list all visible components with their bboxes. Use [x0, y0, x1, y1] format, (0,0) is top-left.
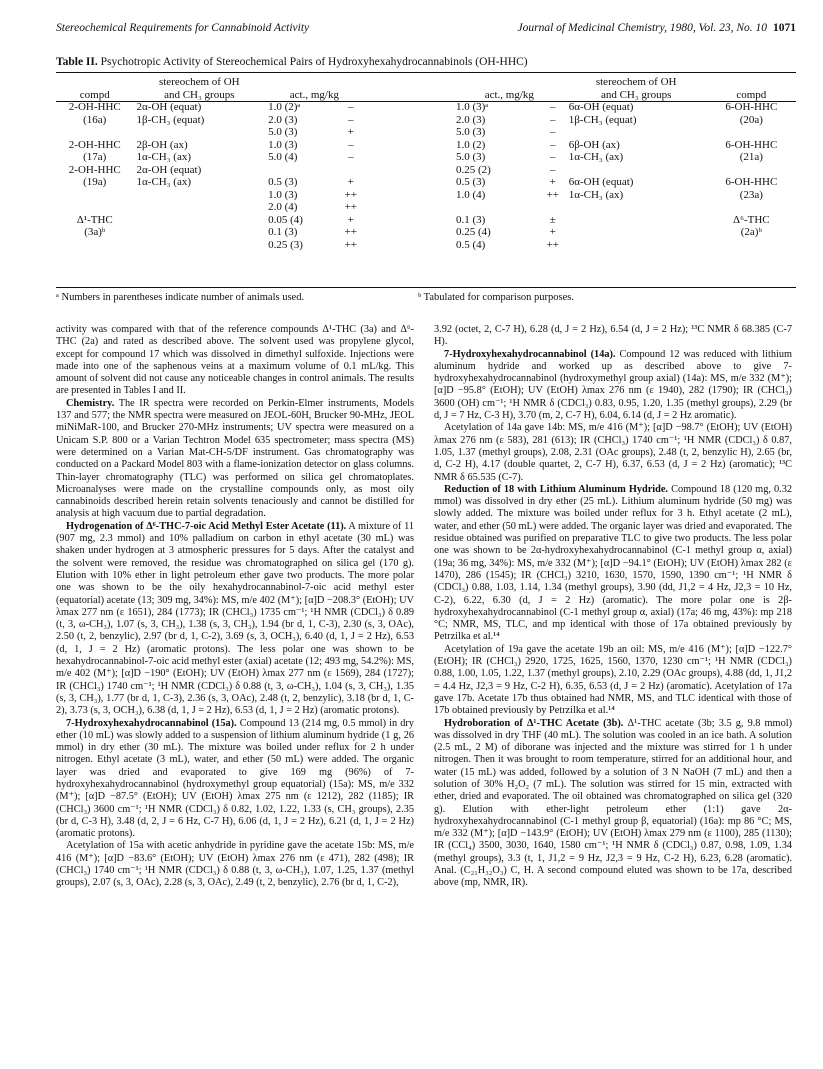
- stereochem-left: [134, 226, 266, 239]
- rating-left: +: [347, 213, 354, 226]
- compound-left: (16a): [83, 113, 107, 126]
- spacer: [364, 189, 453, 202]
- table-row: [56, 176, 796, 189]
- paragraph-text: activity was compared with that of the reference compounds Δ¹-THC (3a) and Δ⁶-THC (2a) and rated as described above. The solvent used was propylene glycol, except for compound 17 which was dissolved in dimethyl sulfoxide. Injections were made into one of the saphenous veins at a maximum volume of 0.1 mL/kg. This amount of solvent did not cause any noticeable changes in control animals. The results are presented in Tables I and II.: [56, 324, 414, 397]
- table-row: [56, 139, 796, 152]
- paragraph-text: A mixture of 11 (907 mg, 2.3 mmol) and 10% palladium on carbon in ethyl acetate (30 mL) was shaken under hydrogen at 3 atmospheric pressures for 5 days. After the catalyst and the solvent were removed, the residue was chromatographed on silica gel (170 g). Elution with 10% ether in light petroleum ether gave two products. The more polar one was shown to be the oily hexahydrocannabinol-7-oic acid methyl ester (equatorial) acetate (13; 309 mg, 34%): MS, m/e 402 (M⁺); [α]D −208.3° (EtOH); UV λmax 277 nm (ε 1651), 284 (1773); IR (CHCl₃) 1735 cm⁻¹; ¹H NMR (CDCl₃) δ 0.89 (t, 3, ω-CH₃), 1.07 (s, 3, CH₃), 1.38 (s, 3, CH₃), 1.94 (br d, 1, C-3), 2.30 (s, 3, OAc), 2.50 (t, 2, benzylic), 2.97 (br d, 1, C-2), 3.69 (s, 3, OCH₃), 6.40 (d, 1, J = 2 Hz), 6.53 (d, 1, J = 2 Hz) (aromatic protons). The less polar one was shown to be hexahydrocannabinol-7-oic acid methyl ester (axial) acetate (12; 493 mg, 54.2%): MS, m/e 402 (M⁺); [α]D −190° (EtOH); UV (EtOH) λmax 277 nm (ε 1569), 284 (1727); IR (CHCl₃) 1740 cm⁻¹; ¹H NMR (CDCl₃) δ 0.88 (t, 3, ω-CH₃), 1.04 (s, 3, CH₃), 1.35 (s, 3, CH₃), 1.77 (br d, 1, C-3), 2.36 (s, 3, OAc), 2.48 (t, 2, benzylic), 3.18 (br d, 1, C-2), 3.73 (s, 3, OCH₃), 6.38 (d, 1, J = 2 Hz), 6.53 (d, 1, J = 2 Hz) (aromatic protons).: [56, 520, 414, 717]
- right-text-column: [434, 324, 792, 890]
- spacer: [364, 139, 453, 152]
- compound-right: (20a): [739, 113, 763, 126]
- stereochem-right: [566, 214, 707, 227]
- table-row: [56, 151, 796, 164]
- compound-right: Δ⁶-THC: [733, 213, 770, 226]
- paragraph-heading: 7-Hydroxyhexahydrocannabinol (14a).: [444, 348, 616, 360]
- stereochem-right: [566, 239, 707, 252]
- rating-right: –: [550, 163, 556, 176]
- compound-left: [56, 239, 134, 252]
- running-title: Stereochemical Requirements for Cannabinoid Activity: [56, 22, 310, 34]
- compound-left: 2-OH-HHC: [68, 101, 121, 113]
- body-paragraph: [56, 324, 414, 398]
- dose-right: 5.0 (3): [455, 126, 486, 138]
- paragraph-heading: Chemistry.: [66, 397, 115, 409]
- rating-left: –: [348, 151, 354, 163]
- compound-left: Δ¹-THC: [76, 213, 113, 226]
- body-paragraph: [56, 718, 414, 841]
- stereochem-left: 2α-OH (equat): [136, 101, 202, 113]
- header-compd-left: compd: [79, 88, 110, 101]
- dose-left: 5.0 (4): [268, 151, 298, 163]
- rating-right: +: [549, 176, 556, 188]
- journal-citation: Journal of Medicinal Chemistry, 1980, Vol. 23, No. 10 1071: [517, 22, 796, 34]
- stereochem-left: 1α-CH₃ (ax): [136, 176, 192, 188]
- compound-left: (19a): [83, 176, 107, 188]
- dose-right: 2.0 (3): [455, 113, 486, 126]
- header-compd-right: compd: [736, 88, 767, 101]
- compound-left: (3a)ᵇ: [84, 226, 106, 238]
- rating-left: –: [348, 138, 354, 151]
- rating-right: +: [549, 226, 556, 238]
- compound-right: [707, 126, 796, 139]
- compound-left: [56, 126, 134, 139]
- compound-left: (17a): [83, 151, 107, 163]
- header-act-right: act., mg/kg: [484, 88, 534, 101]
- rating-right: –: [550, 101, 556, 113]
- dose-right: 5.0 (3): [455, 151, 486, 163]
- rating-left: ++: [344, 201, 357, 213]
- footnote-a: ᵃ Numbers in parentheses indicate number of animals used.: [56, 292, 305, 303]
- compound-right: 6-OH-HHC: [725, 101, 778, 113]
- body-paragraph: [434, 324, 792, 349]
- spacer: [364, 214, 453, 227]
- stereochem-right: [566, 201, 707, 214]
- table-row: [56, 214, 796, 227]
- stereochem-right: [566, 164, 707, 177]
- activity-table: [56, 76, 796, 251]
- dose-left: 2.0 (4): [268, 201, 298, 213]
- dose-right: [453, 201, 540, 214]
- body-paragraph: [56, 521, 414, 718]
- stereochem-left: [134, 201, 266, 214]
- paragraph-text: The IR spectra were recorded on Perkin-Elmer instruments, Models 137 and 577; the NMR spectra were measured on JEOL-60H, Brucker 90-MHz, JEOL miNiMaR-100, and Brucker 270-MHz instruments; UV spectra were measured on a Unicam S.P. 800 or a Varian Techtron Model 635 spectrometer; mass spectra (MS) were determined on a Varian Mat-CH-5/DF instrument. Gas chromatography was conducted on a Packard Model 803 with a flame-ionization detector on glass columns. Thin-layer chromatography (TLC) was performed on silica gel chromatoplates. Microanalyses were made on the crystalline compounds only, as most oily cannabinoids described herein retain solvents tenaciously and cannot be distilled for analysis at high vacuum due to partial degradation.: [56, 397, 415, 520]
- rating-right: –: [550, 113, 556, 126]
- table-bottom-rule: [56, 287, 796, 288]
- dose-right: 0.1 (3): [455, 213, 486, 226]
- stereochem-left: [134, 189, 266, 202]
- spacer: [364, 151, 453, 164]
- rating-left: +: [347, 176, 354, 188]
- header-act-left: act., mg/kg: [289, 88, 339, 101]
- dose-right: 1.0 (3)ᵃ: [455, 101, 489, 113]
- rating-left: ++: [344, 226, 357, 238]
- spacer: [364, 101, 453, 114]
- stereochem-right: 1β-CH₃ (equat): [568, 113, 637, 126]
- body-paragraph: [434, 644, 792, 718]
- rating-left: [338, 164, 364, 177]
- paragraph-heading: 7-Hydroxyhexahydrocannabinol (15a).: [66, 717, 237, 729]
- footnote-b: ᵇ Tabulated for comparison purposes.: [418, 292, 574, 303]
- table-caption: [56, 56, 528, 68]
- compound-left: [56, 189, 134, 202]
- stereochem-left: [134, 126, 266, 139]
- body-paragraph: [434, 484, 792, 644]
- rating-left: –: [348, 113, 354, 126]
- paragraph-text: Acetylation of 19a gave the acetate 19b an oil: MS, m/e 416 (M⁺); [α]D −122.7° (EtOH); IR (CHCl₃) 2920, 1725, 1625, 1560, 1370, 1230 cm⁻¹; ¹H NMR (CDCl₃) 0.88, 1.00, 1.05, 1.22, 1.37 (methyl groups), 2.10, 2.29 (OAc groups), 4.88 (dd, 1, J1,2 = 4.4 Hz, J2,3 = 9 Hz, C-2 H), 6.35, 6.53 (d, J = 2 Hz) (aromatic). Acetylation of 17a gave 17b. Acetate 17b thus obtained had NMR, MS, and TLC identical with those of 17b obtained previously by Petrzilka et al.¹⁴: [434, 643, 792, 717]
- spacer: [364, 176, 453, 189]
- table-footnotes: [56, 292, 796, 303]
- stereochem-right: 1α-CH₃ (ax): [568, 151, 624, 163]
- paragraph-heading: Hydroboration of Δ¹-THC Acetate (3b).: [444, 717, 624, 729]
- table-row: [56, 189, 796, 202]
- rating-left: +: [347, 126, 354, 138]
- dose-right: 1.0 (2): [455, 138, 486, 151]
- stereochem-left: 1β-CH₃ (equat): [136, 113, 205, 126]
- compound-right: (21a): [739, 151, 763, 163]
- stereochem-right: 6α-OH (equat): [568, 101, 634, 113]
- stereochem-left: [134, 214, 266, 227]
- rating-left: –: [348, 101, 354, 113]
- spacer: [364, 114, 453, 127]
- table-row: [56, 201, 796, 214]
- compound-right: [707, 201, 796, 214]
- dose-left: 1.0 (3): [268, 138, 298, 151]
- paragraph-heading: Reduction of 18 with Lithium Aluminum Hydride.: [444, 483, 669, 495]
- dose-left: [265, 164, 338, 177]
- spacer: [364, 126, 453, 139]
- stereochem-right: 1α-CH₃ (ax): [568, 188, 624, 201]
- rating-right: –: [550, 126, 556, 138]
- dose-right: 0.25 (4): [455, 226, 491, 238]
- spacer: [364, 239, 453, 252]
- rating-right: ±: [549, 213, 556, 226]
- compound-right: [707, 239, 796, 252]
- paragraph-text: 3.92 (octet, 2, C-7 H), 6.28 (d, J = 2 Hz), 6.54 (d, J = 2 Hz); ¹³C NMR δ 68.385 (C-7 H).: [434, 324, 792, 348]
- paragraph-text: Compound 12 was reduced with lithium aluminum hydride and worked up as described above to give 7-hydroxyhexahydrocannabinol (hydroxymethyl group axial) (14a): MS, m/e 332 (M⁺); [α]D −95.8° (EtOH); UV (EtOH) λmax 276 nm (ε 1940), 282 (1790); IR (CHCl₃) 3600 (OH) cm⁻¹; ¹H NMR δ (CDCl₃) 0.83, 0.95, 1.20, 1.35 (methyl groups), 2.29 (br d, J = 7 Hz, C-3 H), 3.70 (m, 2, C-7 H), 6.04, 6.14 (d, J = 2 Hz aromatic).: [434, 348, 793, 422]
- rating-right: ++: [546, 238, 559, 251]
- paragraph-text: Compound 18 (120 mg, 0.32 mmol) was dissolved in dry ether (25 mL). Lithium aluminum hydride (50 mg) was slowly added. The mixture was boiled under reflux for 3 h. Ethyl acetate (2 mL), water, and ether (50 mL) were added. The organic layer was dried and evaporated. The residue obtained was purified on preparative TLC to give two products. The less polar one was shown to be 2α-hydroxyhexahydrocannabinol (C-1 methyl group α, axial) (19a; 36 mg, 34%): MS, m/e 332 (M⁺); [α]D −94.1° (EtOH); UV (EtOH) λmax 282 (ε 1470), 286 (1545); IR (CHCl₃) 3210, 1630, 1570, 1590, 1390 cm⁻¹; ¹H NMR δ (CDCl₃) 0.88, 1.03, 1.14, 1.34 (methyl groups), 3.90 (dd, J1,2 = 4 Hz, J2,3 = 10 Hz, C-2), 6.22, 6.30 (d, J = 2 Hz) (aromatic). The more polar one is 2β-hydroxyhexahydrocannabinol (C-1 methyl group α, axial) (17a; 46 mg, 43%): mp 218 °C; NMR, MS, TLC, and mp identical with those of 17a obtained previously by Petrzilka et al.¹⁴: [434, 483, 792, 643]
- compound-right: 6-OH-HHC: [725, 176, 778, 188]
- stereochem-left: 1α-CH₃ (ax): [136, 151, 192, 163]
- header-stereo-left: stereochem of OH and CH₃ groups: [158, 76, 240, 101]
- dose-left: 0.25 (3): [268, 238, 303, 251]
- body-paragraph: [56, 840, 414, 889]
- spacer: [364, 164, 453, 177]
- table-row: [56, 114, 796, 127]
- rating-left: ++: [344, 238, 357, 251]
- dose-left: 1.0 (2)ᵃ: [268, 101, 301, 113]
- stereochem-right: [566, 126, 707, 139]
- left-text-column: [56, 324, 414, 890]
- compound-left: [56, 201, 134, 214]
- rating-left: ++: [344, 188, 357, 201]
- dose-left: 2.0 (3): [268, 113, 298, 126]
- paragraph-heading: Hydrogenation of Δ⁶-THC-7-oic Acid Methyl Ester Acetate (11).: [66, 520, 347, 532]
- table-header-row: [56, 76, 796, 101]
- body-paragraph: [56, 398, 414, 521]
- table-row: [56, 101, 796, 114]
- compound-right: (23a): [739, 188, 763, 201]
- stereochem-left: 2α-OH (equat): [136, 163, 202, 176]
- dose-right: 0.5 (3): [455, 176, 486, 188]
- paragraph-text: Δ¹-THC acetate (3b; 3.5 g, 9.8 mmol) was dissolved in dry THF (40 mL). The solution was cooled in an ice bath. A solution (2.5 mL, 2 M) of diborane was injected and the mixture was stirred for 1 h under nitrogen. Then it was brought to room temperature, stirred for an additional hour, and water (15 mL) was added, followed by a solution of 3 N NaOH (7 mL) and then a solution of 30% H₂O₂ (7 mL). The solution was stirred for 15 min, extracted with ether, dried and evaporated. The oil obtained was chromatographed on silica gel (320 g). Elution with ether-light petroleum ether (1:1) gave 2α-hydroxyhexahydrocannabinol (C-1 methyl group β, equatorial) (16a): mp 86 °C; MS, m/e 332 (M⁺); [α]D −143.9° (EtOH); UV (EtOH) λmax 279 nm (ε 1100), 285 (1130); IR (CCl₄) 3500, 3030, 1640, 1580 cm⁻¹; ¹H NMR δ (CDCl₃) 0.87, 0.98, 1.09, 1.34 (methyl groups), 3.3 (t, 1, J1,2 = 9 Hz, J2,3 = 9 Hz, C-2 H), 6.23, 6.28 (aromatic). Anal. (C₂₁H₃₂O₃) C, H. A second compound eluted was shown to be 17a, described above (mp, NMR, IR).: [434, 717, 793, 889]
- table-row: [56, 239, 796, 252]
- stereochem-right: [566, 226, 707, 239]
- compound-left: 2-OH-HHC: [68, 138, 121, 151]
- dose-left: 0.5 (3): [268, 176, 298, 188]
- rating-right: ++: [546, 188, 559, 201]
- compound-right: [707, 164, 796, 177]
- dose-right: 1.0 (4): [455, 188, 486, 201]
- dose-left: 1.0 (3): [268, 188, 298, 201]
- dose-right: 0.5 (4): [455, 238, 486, 251]
- rating-right: –: [550, 151, 556, 163]
- table-top-rule: [56, 72, 796, 73]
- compound-right: (2a)ᵇ: [740, 226, 762, 238]
- body-paragraph: [434, 349, 792, 423]
- compound-right: 6-OH-HHC: [725, 138, 778, 151]
- paragraph-text: Compound 13 (214 mg, 0.5 mmol) in dry ether (10 mL) was slowly added to a suspension of lithium aluminum hydride (1 g, 26 mmol) in dry ether (30 mL). The mixture was boiled under reflux for 2 h under nitrogen. Ethyl acetate (3 mL), water, and ether (50 mL) were added. The organic layer was dried and evaporated to give 169 mg (96%) of 7-hydroxyhexahydrocannabinol (hydroxymethyl group equatorial) (15a): MS, m/e 332 (M⁺); [α]D −87.5° (EtOH); UV (EtOH) λmax 275 nm (ε 1212), 282 (1185); IR (CHCl₃) 3600 cm⁻¹; ¹H NMR (CDCl₃) δ 0.82, 1.02, 1.22, 1.33 (s, CH₃ groups), 2.35 (br d, C-3 H), 3.48 (d, 2, J = 6 Hz, C-7 H), 6.06 (d, 1, J = 2 Hz), 6.21 (d, 1, J = 2 Hz) (aromatic protons).: [56, 717, 414, 840]
- table-label: Table II.: [56, 56, 98, 68]
- table-row: [56, 164, 796, 177]
- stereochem-right: 6β-OH (ax): [568, 138, 620, 151]
- dose-left: 0.1 (3): [268, 226, 298, 238]
- rating-right: [540, 201, 566, 214]
- page-number: 1071: [773, 22, 796, 34]
- table-row: [56, 126, 796, 139]
- body-paragraph: [434, 422, 792, 483]
- stereochem-left: [134, 239, 266, 252]
- table-title: Psychotropic Activity of Stereochemical Pairs of Hydroxyhexahydrocannabinols (OH-HHC): [100, 56, 528, 68]
- spacer: [364, 226, 453, 239]
- dose-right: 0.25 (2): [455, 163, 491, 176]
- table-row: [56, 226, 796, 239]
- stereochem-right: 6α-OH (equat): [568, 176, 634, 188]
- spacer: [364, 201, 453, 214]
- paragraph-text: Acetylation of 14a gave 14b: MS, m/e 416 (M⁺); [α]D −98.7° (EtOH); UV (EtOH) λmax 276 nm (ε 583), 281 (613); IR (CHCl₃) 1740 cm⁻¹; ¹H NMR (CDCl₃) δ 0.87, 1.05, 1.37 (methyl groups), 2.08, 2.31 (OAc groups), 2.48 (t, 2, benzylic H), 2.65 (br, d, C-2 H), 4.17 (double quartet, 2, C-7 H), 6.37, 6.53 (d, J = 2 Hz) (aromatic); ¹³C NMR δ 65.535 (C-7).: [434, 422, 792, 483]
- dose-left: 0.05 (4): [268, 213, 303, 226]
- dose-left: 5.0 (3): [268, 126, 298, 138]
- paragraph-text: Acetylation of 15a with acetic anhydride in pyridine gave the acetate 15b: MS, m/e 416 (M⁺); [α]D −83.6° (EtOH); UV (EtOH) λmax 276 nm (ε 471), 282 (498); IR (CHCl₃) 1740 cm⁻¹; ¹H NMR (CDCl₃) δ 0.88 (t, 3, ω-CH₃), 1.07, 1.25, 1.37 (methyl groups), 2.07 (s, 3, OAc), 2.28 (s, 3, OAc), 2.49 (t, 2, benzylic), 2.76 (br d, 1, C-2),: [56, 840, 414, 889]
- compound-left: 2-OH-HHC: [68, 163, 121, 176]
- stereochem-left: 2β-OH (ax): [136, 138, 188, 151]
- body-paragraph: [434, 718, 792, 890]
- header-stereo-right: stereochem of OH and CH₃ groups: [595, 76, 677, 101]
- rating-right: –: [550, 138, 556, 151]
